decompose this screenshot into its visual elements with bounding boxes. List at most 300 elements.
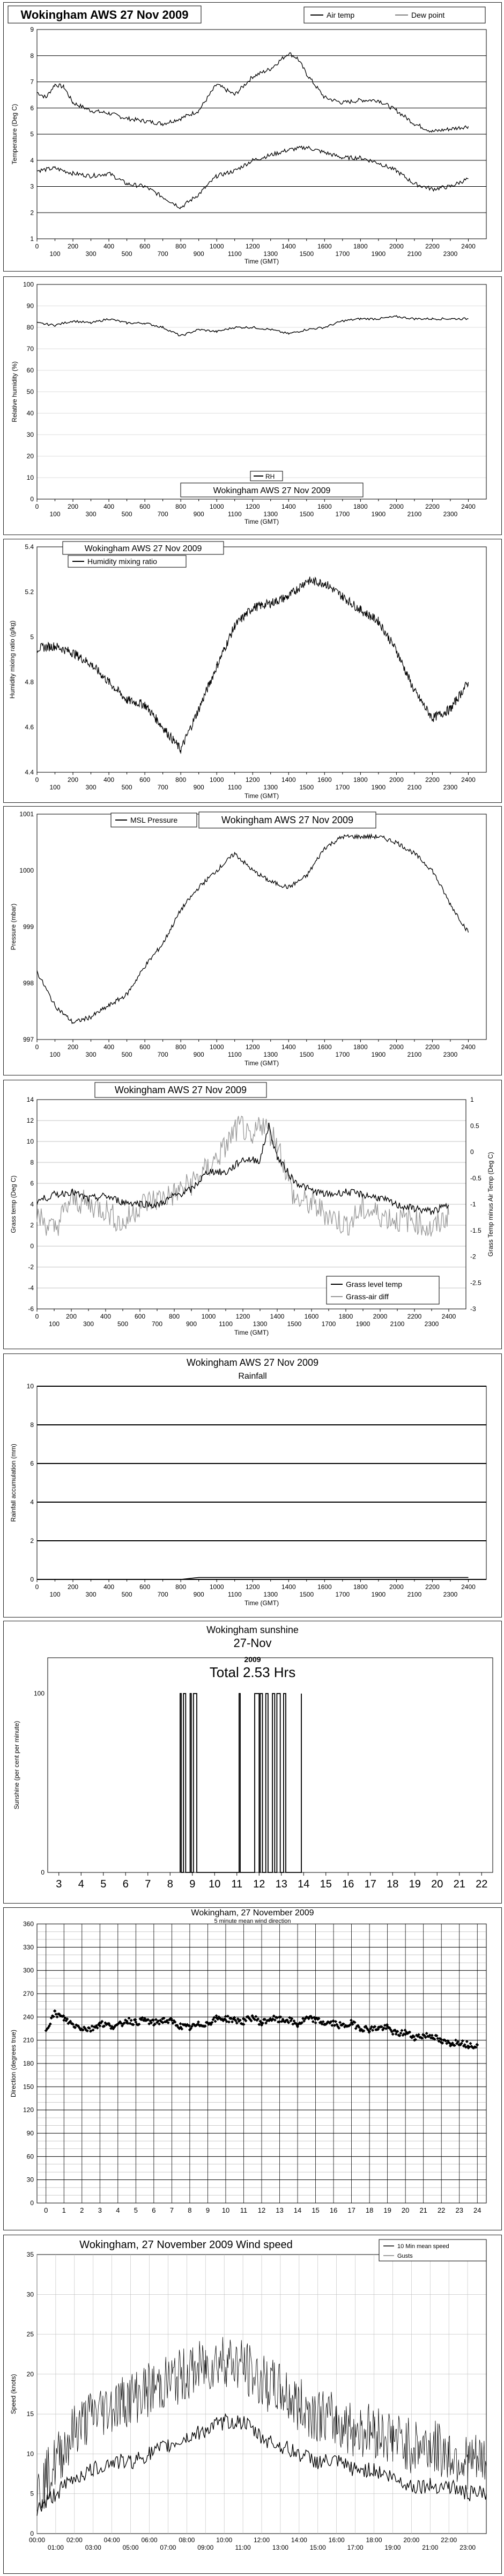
pressure-line [37,835,469,1023]
chart-title: Wokingham sunshine [206,1624,299,1635]
y-axis-label: Sunshine (per cent per minute) [13,1721,20,1810]
plot-frame [37,1386,486,1579]
wind-direction-point [56,2015,59,2018]
x-tick-label: 300 [83,1320,94,1328]
x-tick-label: 1600 [317,243,332,250]
sunshine-total: Total 2.53 Hrs [209,1664,296,1680]
x-tick-label: 17 [364,1878,376,1890]
x-tick-label: 1300 [263,784,278,791]
y-tick-label: 14 [26,1096,34,1103]
x-tick-label: 400 [100,1313,112,1320]
y-tick-label: 8 [30,1159,34,1166]
x-tick-label: 19 [383,2206,391,2214]
x-tick-label: 1400 [281,776,296,784]
y-tick-label: 4.8 [25,678,34,686]
x-tick-label: 18:00 [366,2536,382,2544]
y-axis-label: Humidity mixing ratio (g/kg) [9,620,16,699]
x-tick-label: 2400 [461,243,476,250]
y-tick-label: 120 [23,2106,34,2114]
chart-title: Wokingham AWS 27 Nov 2009 [114,1085,247,1095]
x-tick-label: 00:00 [28,2536,46,2544]
x-tick-label: 20 [431,1878,443,1890]
x-tick-label: 08:00 [179,2536,195,2544]
x-tick-label: 600 [139,776,151,784]
wind-direction-point [54,2009,57,2012]
x-tick-label: 2000 [389,243,404,250]
x-tick-label: 900 [193,510,204,518]
x-tick-label: 1500 [299,1051,314,1058]
x-tick-label: 7 [145,1878,151,1890]
wind-direction-chart-panel [3,1907,502,2230]
x-tick-label: 1300 [263,510,278,518]
x-tick-label: 2400 [461,1043,476,1051]
x-tick-label: 2300 [443,510,458,518]
x-tick-label: 23 [455,2206,463,2214]
y2-tick-label: 1 [470,1096,474,1103]
x-tick-label: 16 [342,1878,354,1890]
x-tick-label: 1200 [245,243,260,250]
x-tick-label: 600 [139,243,151,250]
x-tick-label: 11:00 [235,2544,251,2551]
x-tick-label: 1600 [317,776,332,784]
mixing-ratio-chart [4,539,501,802]
humidity-chart-panel [3,276,502,535]
x-tick-label: 0 [35,1043,39,1051]
x-tick-label: 05:00 [122,2544,139,2551]
x-tick-label: 1900 [371,1051,386,1058]
wind-direction-point [226,2015,229,2018]
x-tick-label: 10:00 [216,2536,233,2544]
y-tick-label: 300 [23,1966,34,1974]
x-tick-label: 1800 [338,1313,353,1320]
x-tick-label: 1200 [245,776,260,784]
y-tick-label: 0 [30,495,34,503]
x-tick-label: 1800 [353,1583,368,1591]
chart-year: 2009 [244,1655,261,1664]
x-tick-label: 600 [139,1043,151,1051]
y-tick-label: 10 [26,1382,34,1390]
wind-direction-chart [4,1908,501,2230]
x-tick-label: 24 [473,2206,481,2214]
legend-label-mean-speed: 10 Min mean speed [397,2243,449,2250]
y-tick-label: 1 [30,235,34,243]
x-tick-label: 300 [85,250,97,258]
x-tick-label: 14 [293,2206,302,2214]
x-tick-label: 2300 [443,784,458,791]
x-tick-label: 1500 [299,784,314,791]
x-tick-label: 100 [49,1591,61,1598]
x-tick-label: 1 [62,2206,66,2214]
x-tick-label: 21 [419,2206,427,2214]
x-tick-label: 1700 [335,1051,350,1058]
y2-tick-label: -2.5 [470,1279,481,1287]
x-tick-label: 5 [100,1878,107,1890]
y-tick-label: 30 [26,2176,34,2184]
y-tick-label: 4 [30,156,34,164]
x-tick-label: 100 [49,510,61,518]
wind-direction-point [400,2029,403,2032]
rh-line [37,316,469,336]
x-tick-label: 2100 [407,510,422,518]
air-temp-line [37,53,469,132]
x-tick-label: 22:00 [441,2536,457,2544]
x-tick-label: 1000 [201,1313,216,1320]
x-tick-label: 1400 [281,1043,296,1051]
chart-subtitle: 5 minute mean wind direction [214,1918,291,1924]
x-tick-label: 17:00 [347,2544,364,2551]
x-tick-label: 2000 [389,1583,404,1591]
x-tick-label: 12 [253,1878,265,1890]
mixing-ratio-chart-panel [3,539,502,803]
x-tick-label: 100 [49,784,61,791]
y-tick-label: 70 [26,345,34,353]
y-tick-label: 5.2 [25,588,34,596]
x-tick-label: 6 [122,1878,129,1890]
x-tick-label: 500 [121,1051,132,1058]
x-tick-label: 18 [365,2206,374,2214]
x-tick-label: 19 [409,1878,421,1890]
humidity-chart [4,277,501,535]
x-tick-label: 900 [193,1591,204,1598]
wind-direction-point [254,2015,257,2018]
x-tick-label: 2100 [407,1051,422,1058]
x-tick-label: 400 [103,776,115,784]
x-tick-label: 2400 [441,1313,456,1320]
x-tick-label: 500 [117,1320,129,1328]
y-axis-label: Grass temp (Deg C) [10,1175,17,1233]
y-axis-label: Speed (knots) [10,2374,17,2414]
y-tick-label: 20 [26,2370,34,2378]
x-tick-label: 2000 [373,1313,388,1320]
x-tick-label: 2400 [461,776,476,784]
y-tick-label: 1001 [19,810,34,818]
x-tick-label: 800 [175,776,187,784]
grass-temp-chart-panel [3,1080,502,1349]
y2-tick-label: -2 [470,1253,476,1261]
chart-subtitle: 27-Nov [233,1636,272,1650]
chart-title: Wokingham, 27 November 2009 [191,1908,314,1918]
x-tick-label: 1700 [335,784,350,791]
x-tick-label: 800 [175,1043,187,1051]
x-tick-label: 8 [188,2206,192,2214]
x-tick-label: 0 [35,1583,39,1591]
x-tick-label: 1300 [263,250,278,258]
y-tick-label: 0 [30,2530,34,2537]
x-tick-label: 1700 [335,1591,350,1598]
temperature-chart [4,3,501,271]
x-tick-label: 2100 [407,1591,422,1598]
x-tick-label: 1000 [209,243,224,250]
y-tick-label: 25 [26,2330,34,2338]
y-tick-label: 0 [41,1869,45,1876]
wind-direction-point [469,2042,472,2045]
x-tick-label: 500 [121,250,132,258]
y-tick-label: 100 [23,281,34,288]
y-axis-label: Direction (degrees true) [10,2029,17,2098]
y-axis-label: Relative humidity (%) [11,361,18,422]
x-tick-label: 800 [175,503,187,510]
x-tick-label: 1200 [245,1583,260,1591]
wind-direction-point [227,2021,231,2024]
x-tick-label: 800 [168,1313,180,1320]
x-tick-label: 1500 [299,510,314,518]
x-tick-label: 200 [68,503,79,510]
x-tick-label: 300 [85,1591,97,1598]
x-tick-label: 1600 [317,1583,332,1591]
x-tick-label: 1400 [281,1583,296,1591]
x-tick-label: 1100 [227,1591,242,1598]
wind-direction-point [350,2019,353,2022]
chart-title: Wokingham, 27 November 2009 Wind speed [79,2239,293,2251]
x-tick-label: 1400 [281,243,296,250]
x-axis-label: Time (GMT) [244,258,279,265]
y-tick-label: 50 [26,388,34,396]
x-tick-label: 1100 [219,1320,233,1328]
sunshine-line [180,1694,301,1872]
x-tick-label: 1100 [227,250,242,258]
y-tick-label: 5 [30,633,34,641]
legend-label-mixing-ratio: Humidity mixing ratio [87,557,157,566]
mixing-ratio-line [37,577,469,754]
x-tick-label: 1100 [227,510,242,518]
y-tick-label: 270 [23,1990,34,1997]
x-tick-label: 1900 [371,510,386,518]
y-tick-label: 1000 [19,867,34,874]
x-tick-label: 07:00 [160,2544,176,2551]
x-axis-label: Time (GMT) [244,1059,279,1067]
x-tick-label: 2 [80,2206,84,2214]
y-tick-label: 60 [26,367,34,374]
y-tick-label: 5 [30,2490,34,2498]
x-tick-label: 700 [157,510,168,518]
x-tick-label: 18 [387,1878,399,1890]
y-tick-label: 999 [23,923,34,931]
x-tick-label: 21 [453,1878,465,1890]
chart-subtitle: Rainfall [238,1372,267,1381]
x-tick-label: 19:00 [384,2544,401,2551]
y-tick-label: 2 [30,1221,34,1229]
x-tick-label: 9 [189,1878,196,1890]
x-tick-label: 700 [157,1591,168,1598]
y-tick-label: 360 [23,1920,34,1928]
x-tick-label: 1900 [355,1320,370,1328]
x-tick-label: 9 [205,2206,210,2214]
y2-axis-label: Grass Temp minus Air Temp (Deg C) [487,1152,494,1257]
chart-title: Wokingham AWS 27 Nov 2009 [186,1357,319,1368]
x-tick-label: 17 [347,2206,355,2214]
x-tick-label: 0 [35,503,39,510]
legend-label-grass-air-diff: Grass-air diff [346,1292,389,1301]
x-tick-label: 01:00 [47,2544,64,2551]
x-tick-label: 100 [49,1051,61,1058]
x-tick-label: 2100 [407,250,422,258]
x-tick-label: 20:00 [403,2536,420,2544]
x-tick-label: 11 [240,2206,248,2214]
x-tick-label: 600 [134,1313,146,1320]
y-tick-label: -6 [28,1305,34,1313]
x-tick-label: 2200 [425,776,440,784]
rainfall-chart [4,1354,501,1617]
y2-tick-label: 0.5 [470,1122,479,1130]
y2-tick-label: -0.5 [470,1174,481,1182]
x-tick-label: 02:00 [66,2536,83,2544]
x-tick-label: 1600 [317,1043,332,1051]
x-tick-label: 900 [193,1051,204,1058]
y-tick-label: 30 [26,2290,34,2299]
temperature-chart-panel [3,2,502,272]
x-tick-label: 21:00 [422,2544,439,2551]
x-tick-label: 1000 [209,503,224,510]
rainfall-chart-panel [3,1353,502,1618]
x-tick-label: 1300 [253,1320,268,1328]
x-tick-label: 1800 [353,1043,368,1051]
grass-air-diff-line [37,1116,449,1236]
x-tick-label: 300 [85,1051,97,1058]
x-tick-label: 1000 [209,776,224,784]
x-tick-label: 4 [78,1878,84,1890]
x-tick-label: 700 [157,250,168,258]
y-tick-label: 240 [23,2013,34,2021]
x-tick-label: 0 [44,2206,48,2214]
x-tick-label: 1500 [287,1320,302,1328]
x-tick-label: 500 [121,1591,132,1598]
wind-speed-chart [4,2235,501,2573]
x-tick-label: 10 [221,2206,230,2214]
y-axis-label: Temperature (Deg C) [11,104,18,165]
y-tick-label: 60 [26,2153,34,2161]
legend-label-grass-temp: Grass level temp [346,1280,403,1289]
y-tick-label: 10 [26,2450,34,2458]
x-tick-label: 2300 [443,250,458,258]
x-tick-label: 1600 [304,1313,319,1320]
x-tick-label: 1500 [299,1591,314,1598]
chart-title: Wokingham AWS 27 Nov 2009 [84,544,202,553]
x-tick-label: 1100 [227,784,242,791]
x-tick-label: 15 [320,1878,332,1890]
x-tick-label: 400 [103,503,115,510]
x-tick-label: 14:00 [291,2536,307,2544]
y-tick-label: 150 [23,2083,34,2091]
y2-tick-label: 0 [470,1148,474,1156]
wind-direction-point [130,2019,133,2022]
wind-speed-chart-panel [3,2235,502,2574]
x-tick-label: 300 [85,510,97,518]
y-tick-label: 998 [23,979,34,987]
x-tick-label: 1900 [371,784,386,791]
x-tick-label: 1800 [353,503,368,510]
y-tick-label: -4 [28,1284,34,1292]
y-tick-label: 6 [30,1460,34,1467]
x-tick-label: 6 [152,2206,156,2214]
x-tick-label: 1700 [335,250,350,258]
y-tick-label: -2 [28,1263,34,1271]
y-tick-label: 0 [30,2199,34,2207]
x-tick-label: 13 [276,2206,284,2214]
sunshine-chart [4,1621,501,1903]
y-tick-label: 4 [30,1498,34,1506]
y-tick-label: 0 [30,1576,34,1583]
x-tick-label: 09:00 [197,2544,214,2551]
y-tick-label: 5.4 [25,543,34,551]
y-tick-label: 4.4 [25,769,34,776]
x-tick-label: 900 [193,784,204,791]
x-tick-label: 12 [257,2206,266,2214]
pressure-chart [4,807,501,1075]
legend-box [379,2240,486,2261]
wind-direction-point [425,2032,428,2035]
x-tick-label: 600 [139,503,151,510]
x-tick-label: 5 [134,2206,138,2214]
x-tick-label: 1600 [317,503,332,510]
x-tick-label: 2300 [424,1320,439,1328]
x-tick-label: 1200 [245,503,260,510]
x-tick-label: 06:00 [141,2536,158,2544]
x-tick-label: 1300 [263,1051,278,1058]
x-tick-label: 1900 [371,1591,386,1598]
y-tick-label: 4 [30,1201,34,1208]
x-tick-label: 23:00 [459,2544,476,2551]
x-tick-label: 14 [298,1878,310,1890]
x-tick-label: 1500 [299,250,314,258]
x-tick-label: 2400 [461,1583,476,1591]
legend-label-air-temp: Air temp [327,11,355,19]
x-tick-label: 10 [209,1878,221,1890]
wind-direction-point [231,2020,234,2023]
y-tick-label: 6 [30,1180,34,1187]
y2-tick-label: -3 [470,1305,476,1313]
x-tick-label: 04:00 [103,2536,120,2544]
y-tick-label: 210 [23,2036,34,2044]
x-tick-label: 0 [35,1313,39,1320]
y-tick-label: 4.6 [25,723,34,731]
x-tick-label: 700 [151,1320,163,1328]
x-tick-label: 100 [48,1320,60,1328]
x-tick-label: 2400 [461,503,476,510]
y-tick-label: 6 [30,104,34,112]
x-tick-label: 2100 [407,784,422,791]
x-axis-label: Time (GMT) [234,1329,269,1336]
x-axis-label: Time (GMT) [244,1599,279,1607]
x-tick-label: 3 [98,2206,102,2214]
x-tick-label: 13 [275,1878,287,1890]
chart-title: Wokingham AWS 27 Nov 2009 [213,486,331,495]
x-tick-label: 7 [169,2206,174,2214]
y-tick-label: 5 [30,130,34,138]
x-tick-label: 600 [139,1583,151,1591]
y-tick-label: 180 [23,2060,34,2067]
x-tick-label: 13:00 [272,2544,288,2551]
legend-label-gusts: Gusts [397,2253,413,2259]
x-tick-label: 2100 [390,1320,405,1328]
x-tick-label: 1800 [353,243,368,250]
y-tick-label: 15 [26,2410,34,2418]
x-tick-label: 2200 [425,1583,440,1591]
x-tick-label: 1700 [335,510,350,518]
x-tick-label: 8 [167,1878,173,1890]
x-tick-label: 16 [329,2206,338,2214]
x-tick-label: 12:00 [253,2536,270,2544]
y-tick-label: 90 [26,302,34,310]
y2-tick-label: -1 [470,1201,476,1208]
y-tick-label: 330 [23,1943,34,1951]
x-tick-label: 20 [401,2206,410,2214]
x-tick-label: 4 [116,2206,120,2214]
x-tick-label: 1400 [281,503,296,510]
x-tick-label: 1200 [235,1313,250,1320]
x-tick-label: 1900 [371,250,386,258]
x-tick-label: 1000 [209,1043,224,1051]
x-tick-label: 400 [103,243,115,250]
